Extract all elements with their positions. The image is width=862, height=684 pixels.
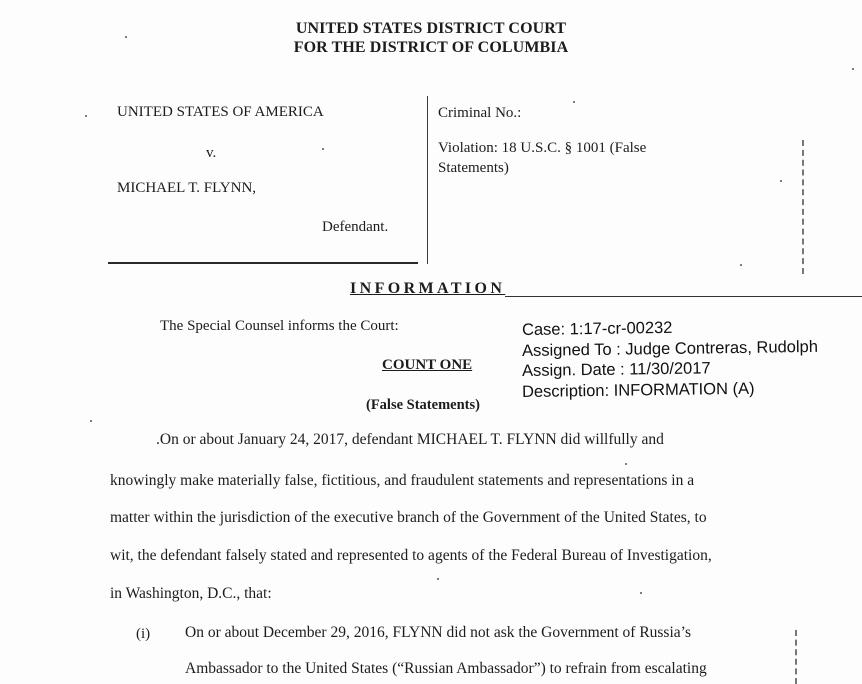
defendant-name: MICHAEL T. FLYNN, bbox=[117, 180, 257, 196]
margin-scan-mark bbox=[802, 140, 804, 274]
margin-scan-mark bbox=[795, 630, 797, 684]
stamp-assign-date: Assign. Date : 11/30/2017 bbox=[521, 359, 711, 380]
caption-bottom-rule bbox=[108, 262, 418, 264]
item-marker: (i) bbox=[136, 626, 151, 642]
scan-speck bbox=[740, 264, 742, 266]
scan-speck bbox=[573, 101, 575, 103]
stamp-case-number: Case: 1:17-cr-00232 bbox=[521, 318, 673, 339]
stamp-top-rule bbox=[505, 296, 862, 297]
count-subtitle: (False Statements) bbox=[366, 397, 480, 413]
criminal-number-label: Criminal No.: bbox=[438, 105, 522, 121]
defendant-label: Defendant. bbox=[322, 219, 389, 235]
versus-label: v. bbox=[206, 145, 217, 161]
count-title: COUNT ONE bbox=[382, 357, 473, 373]
court-district: FOR THE DISTRICT OF COLUMBIA bbox=[293, 39, 569, 56]
body-line: knowingly make materially false, fictitious, and fraudulent statements and representations in a bbox=[110, 472, 695, 489]
scan-speck bbox=[90, 420, 92, 422]
item-line: Ambassador to the United States (“Russian Ambassador”) to refrain from escalating bbox=[185, 660, 707, 677]
violation-line-2: Statements) bbox=[438, 160, 509, 176]
violation-line-1: Violation: 18 U.S.C. § 1001 (False bbox=[438, 140, 647, 156]
scan-speck bbox=[125, 36, 127, 38]
stamp-description: Description: INFORMATION (A) bbox=[521, 379, 755, 401]
plaintiff-name: UNITED STATES OF AMERICA bbox=[117, 104, 324, 120]
caption-divider bbox=[427, 96, 428, 264]
item-line: On or about December 29, 2016, FLYNN did not ask the Government of Russia’s bbox=[185, 624, 691, 641]
body-line: .On or about January 24, 2017, defendant MICHAEL T. FLYNN did willfully and bbox=[156, 431, 664, 448]
scan-speck bbox=[625, 463, 627, 465]
document-heading: INFORMATION bbox=[350, 280, 506, 297]
case-assignment-stamp bbox=[522, 320, 818, 402]
court-name: UNITED STATES DISTRICT COURT bbox=[295, 20, 567, 37]
body-line: matter within the jurisdiction of the executive branch of the Government of the United States, to bbox=[110, 509, 707, 526]
stamp-assigned-judge: Assigned To : Judge Contreras, Rudolph bbox=[521, 337, 819, 360]
scan-speck bbox=[780, 180, 782, 182]
scan-speck bbox=[852, 68, 854, 70]
scan-speck bbox=[640, 592, 642, 594]
intro-sentence: The Special Counsel informs the Court: bbox=[160, 318, 399, 334]
scan-speck bbox=[322, 148, 324, 150]
body-line: wit, the defendant falsely stated and represented to agents of the Federal Bureau of Investigation, bbox=[110, 547, 712, 564]
scan-speck bbox=[85, 115, 87, 117]
scan-speck bbox=[437, 578, 439, 580]
body-line: in Washington, D.C., that: bbox=[110, 585, 272, 602]
